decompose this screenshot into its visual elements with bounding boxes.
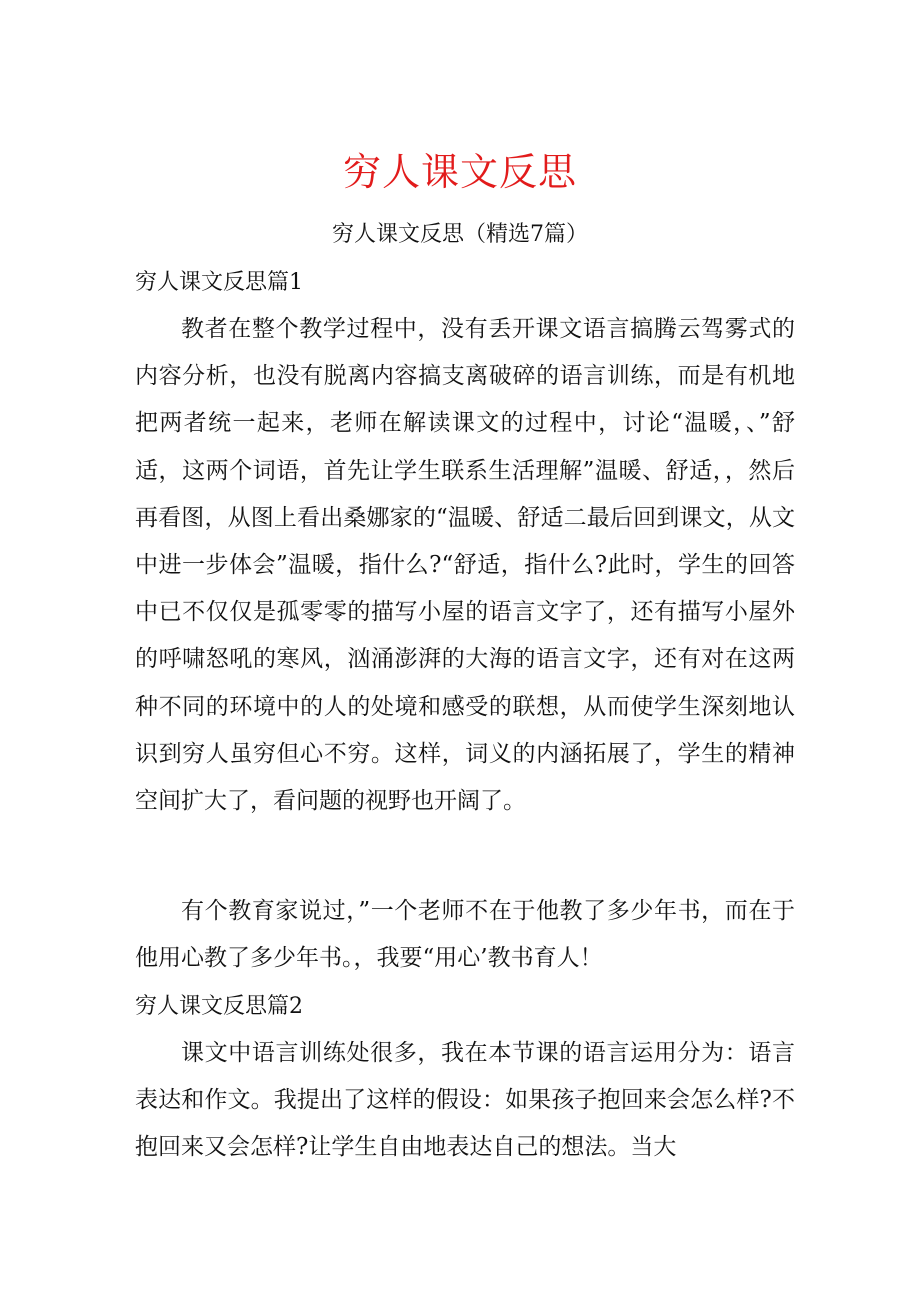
paragraph-2: 有个教育家说过，”一个老师不在于他教了多少年书，而在于他用心教了多少年书。，我要“用心’教书育人！ [135, 898, 795, 972]
section-heading-1: 穷人课文反思篇1 [135, 270, 303, 295]
section-heading-2: 穷人课文反思篇2 [135, 994, 303, 1019]
paragraph-1: 教者在整个教学过程中，没有丢开课文语言搞腾云驾雾式的内容分析，也没有脱离内容搞支离破碎的语言训练，而是有机地把两者统一起来，老师在解读课文的过程中，讨论“温暖，、”舒适，这两个词语，首先让学生联系生活理解”温暖、舒适，，然后再看图，从图上看出桑娜家的“温暖、舒适二最后回到课文，从文中进一步体会”温暖，指什么?“舒适，指什么?此时，学生的回答中已不仅仅是孤零零的描写小屋的语言文字了，还有描写小屋外的呼啸怒吼的寒风，汹涌澎湃的大海的语言文字，还有对在这两种不同的环境中的人的处境和感受的联想，从而使学生深刻地认识到穷人虽穷但心不穷。这样，词义的内涵拓展了，学生的精神空间扩大了，看问题的视野也开阔了。 [135, 316, 795, 815]
document-title: 穷人课文反思 [342, 150, 577, 194]
document-subtitle: 穷人课文反思（精选7篇） [332, 222, 588, 247]
paragraph-3: 课文中语言训练处很多，我在本节课的语言运用分为：语言表达和作文。我提出了这样的假设：如果孩子抱回来会怎么样?不抱回来又会怎样?让学生自由地表达自己的想法。当大 [135, 1040, 795, 1161]
